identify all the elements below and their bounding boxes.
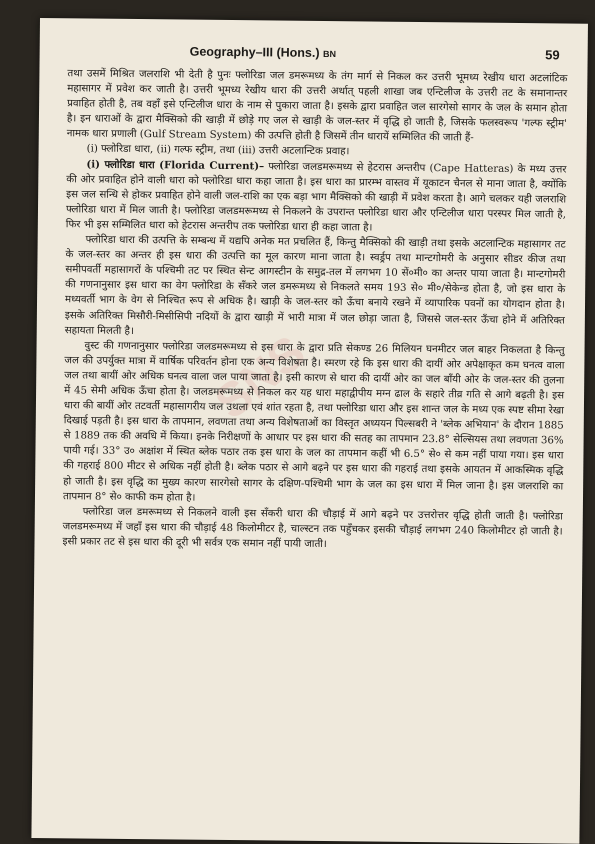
page-body bbox=[62, 66, 567, 554]
page-number: 59 bbox=[545, 47, 560, 63]
language-code: BN bbox=[322, 48, 337, 60]
running-title bbox=[190, 45, 337, 61]
watermark: SNS bbox=[205, 326, 316, 430]
subject-title: Geography–III (Hons.) bbox=[189, 44, 320, 60]
paragraph-5: फ्लोरिडा जल डमरूमध्य से निकलने वाली इस सँकरी धारा की चौड़ाई में आगे बढ़ने पर उत्तरोत्तर वृद्धि होती जाती है। फ्लोरिडा जलडमरूमध्य में जहाँ इस धारा की चौड़ाई 48 किलोमीटर है, चाल्स्टन तक पहुँचकर इसकी चौड़ाई लगभग 240 किलोमीटर हो जाती है। इसी प्रकार तट से इस धारा की दूरी भी सर्वत्र एक समान नहीं पायी जाती। bbox=[62, 506, 563, 550]
page-header bbox=[190, 44, 560, 63]
paragraph-1: तथा उसमें मिश्रित जलराशि भी देती है पुनः फ्लोरिडा जल डमरूमध्य के तंग मार्ग से निकल कर उत्तरी भूमध्य रेखीय धारा अटलांटिक महासागर में प्रवेश कर जाती है। उत्तरी भूमध्य रेखीय धारा की उत्तरी अर्थात् पहली शाखा जब एन्टिलीज के उत्तरी तट के समानान्तर प्रवाहित होती है, तब वहाँ इसे एन्टिलीज धारा के नाम से पुकारा जाता है। इसके द्वारा प्रवाहित जल सारगेसो सागर के जल के समान होता है। इन धाराओं के द्वारा मैक्सिको की खाड़ी में छोड़े गए जल से खाड़ी के जल-स्तर में वृद्धि हो जाती है, जिसके फलस्वरूप 'गल्फ स्ट्रीम' नामक धारा प्रणाली (Gulf Stream System) की उत्पत्ति होती है जिसमें तीन धारायें सम्मिलित की जाती हैं- bbox=[66, 68, 568, 144]
paragraph-4: वुस्ट की गणनानुसार फ्लोरिडा जलडमरूमध्य से इस धारा के द्वारा प्रति सेकण्ड 26 मिलियन घनमीटर जल बाहर निकलता है किन्तु जल की उपर्युक्त मात्रा में वार्षिक परिवर्तन होना एक अन्य विशेषता है। स्मरण रहे कि इस धारा की दायीं ओर अपेक्षाकृत कम घनत्व वाला जल तथा बायीं ओर अधिक घनत्व वाला जल पाया जाता है। इसी कारण से धारा की दायीं ओर का जल बाँयी ओर के जल-स्तर की तुलना में 45 सेमी अधिक ऊँचा होता है। जलडमरूमध्य से निकल कर यह धारा महाद्वीपीय मग्न ढाल के सहारे तीव्र गति से आगे बढ़ती है। इस धारा की बायीं ओर तटवर्ती महासागरीय जल उथला एवं शांत रहता है, तथा फ्लोरिडा धारा और इस शान्त जल के मध्य एक स्पष्ट सीमा रेखा दिखाई पड़ती है। इस धारा के तापमान, लवणता तथा अन्य विशेषताओं का विस्तृत अध्ययन पिल्सबरी ने 'ब्लेक अभियान' के दौरान 1885 से 1889 तक की अवधि में किया। इनके निरीक्षणों के आधार पर इस धारा की सतह का तापमान 23.8° सेल्सियस तथा लवणता 36% पायी गई। 33° उ० अक्षांश में स्थित ब्लेक पठार तक इस धारा के जल का तापमान कहीं भी 6.5° से० से कम नहीं पाया गया। इस धारा की गहराई 800 मीटर से अधिक नहीं होती है। ब्लेक पठार से आगे बढ़ने पर इस धारा की गहराई तथा इसके आयतन में आकस्मिक वृद्धि हो जाती है। इस वृद्धि का मुख्य कारण सारगेसो सागर के दक्षिण-पश्चिमी भाग के जल का इस धारा में मिल जाना है। इस जलराशि का तापमान 8° से० काफी कम होता है। bbox=[62, 340, 565, 504]
book-page bbox=[31, 18, 588, 844]
section-heading: (i) फ्लोरिडा धारा (Florida Current)– bbox=[86, 158, 265, 172]
paragraph-2: फ्लोरिडा जलडमरूमध्य से हेटरास अन्तरीप (Cape Hatteras) के मध्य उत्तर की ओर प्रवाहित होने वाली धारा को फ्लोरिडा धारा कहा जाता है। इस धारा का प्रारम्भ वास्तव में यूकाटन चैनल से माना जाता है, क्योंकि इस जल सन्धि से होकर प्रवाहित होने वाली जल-राशि का एक बड़ा भाग मैक्सिको की खाड़ी में प्रवेश करता है। आगे चलकर यही जलराशि फ्लोरिडा धारा में मिल जाती है। फ्लोरिडा जलडमरूमध्य से निकलने के उपरान्त फ्लोरिडा धारा और एन्टिलीज धारा परस्पर मिल जाती है, फिर भी इस सम्मिलित धारा को हेटरास अन्तरीप तक फ्लोरिडा धारा ही कहा जाता है। bbox=[65, 160, 567, 234]
current-list: (i) फ्लोरिडा धारा, (ii) गल्फ स्ट्रीम, तथा (iii) उत्तरी अटलान्टिक प्रवाह। bbox=[86, 143, 350, 158]
paragraph-3: फ्लोरिडा धारा की उत्पत्ति के सम्बन्ध में यद्यपि अनेक मत प्रचलित हैं, किन्तु मैक्सिको की खाड़ी तथा इसके अटलान्टिक महासागर तट के जल-स्तर का अन्तर ही इस धारा की उत्पत्ति का मूल कारण माना जाता है। स्वर्ड्रप तथा मान्टगोमरी के अनुसार सीडर कीज तथा समीपवर्ती महासागरों के पश्चिमी तट पर स्थित सेन्ट आगस्टीन के समुद्र-तल में लगभग 10 सें०मी० का अन्तर पाया जाता है। मान्टगोमरी की गणनानुसार इस धारा का वेग फ्लोरिडा के सँकरे जल डमरूमध्य से निकलते समय 193 से० मी०/सेकेन्ड होता है, जो इस धारा के मध्यवर्ती भाग के वेग से निश्चित रूप से अधिक है। खाड़ी के जल-स्तर को ऊँचा बनाये रखने में व्यापारिक पवनों का योगदान होता है। इसके अतिरिक्त मिसौरी-मिसीसिपी नदियों के द्वारा खाड़ी में भारी मात्रा में जल छोड़ा जाता है, जिससे जल-स्तर ऊँचा होने में अतिरिक्त सहायता मिलती है। bbox=[64, 234, 566, 337]
paragraph-florida-current bbox=[66, 157, 567, 238]
